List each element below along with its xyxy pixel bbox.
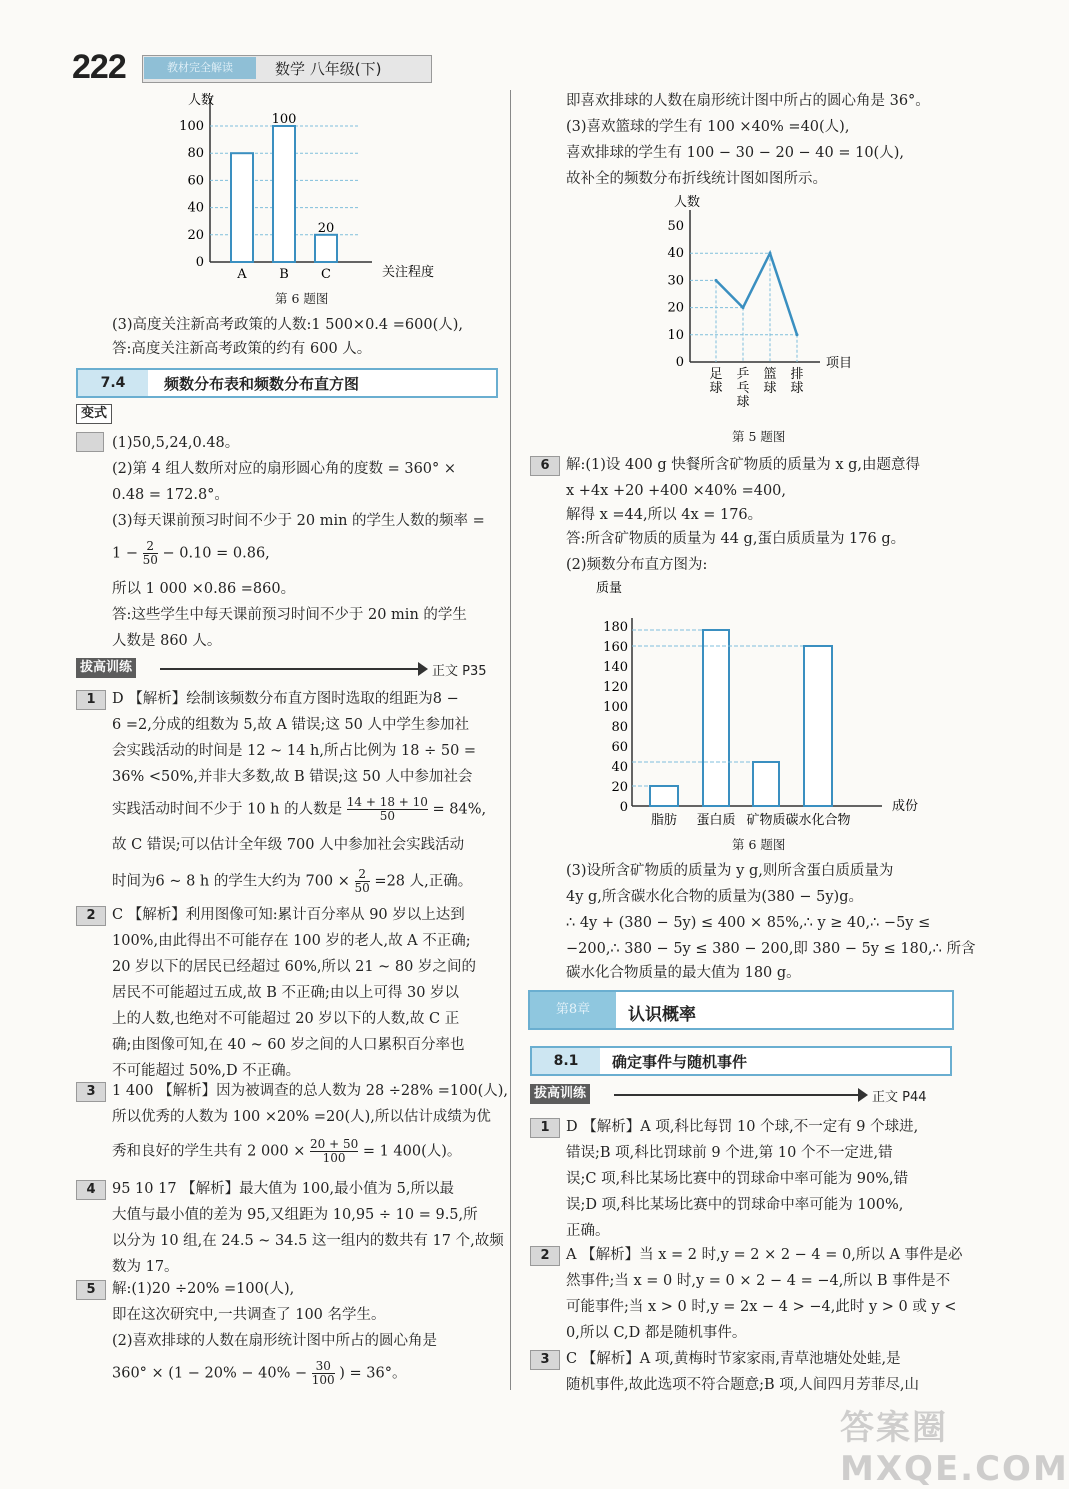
q6-l10: 碳水化合物质量的最大值为 180 g。 [566,965,801,981]
y-tick-label: 0 [675,355,684,370]
y-tick-label: 80 [187,146,204,162]
bagao-arrow-left [160,668,422,670]
bar-A [231,153,253,262]
q2-l4: 居民不可能超过五成,故 B 不正确;由以上可得 30 岁以 [112,985,460,1001]
r1-l1: D 【解析】A 项,科比每罚 10 个球,不一定有 9 个球进, [566,1119,919,1135]
q1-l4: 36% <50%,并非大多数,故 B 错误;这 50 人中参加社会 [112,769,473,785]
r1-l3: 误;C 项,科比某场比赛中的罚球命中率可能为 90%,错 [566,1171,909,1187]
bs-3a: (3)每天课前预习时间不少于 20 min 的学生人数的频率 = [112,513,485,529]
x-tick-label: C [321,267,331,282]
arrow-head-icon [418,662,428,676]
chart-attention-bar [170,88,460,310]
x-axis-label: 成份 [892,799,919,814]
y-tick-label: 0 [195,255,204,270]
x-tick-label: 矿物质 [746,813,786,828]
data-label: 20 [317,220,335,236]
y-tick-label: 10 [667,327,684,343]
q5-number: 5 [76,1280,106,1300]
section-8-1-bar [530,1046,952,1076]
x-axis-label: 关注程度 [382,265,435,280]
bagao-ref-right: 正文 P44 [872,1090,927,1105]
q1-l2: 6 =2,分成的组数为 5,故 A 错误;这 50 人中学生参加社 [112,717,470,733]
q1-l6: 故 C 错误;可以估计全年级 700 人中参加社会实践活动 [112,837,465,853]
section-7-4-number: 7.4 [78,370,148,396]
q3-l2: 所以优秀的人数为 100 ×20% =20(人),所以估计成绩为优 [112,1109,491,1125]
bianshi-marker [76,432,104,452]
x-tick-label: 足 [709,367,723,382]
q4-l2: 大值与最小值的差为 95,又组距为 10,95 ÷ 10 = 9.5,所 [112,1207,478,1223]
q6-l6: (3)设所含矿物质的质量为 y g,则所含蛋白质质量为 [566,863,894,879]
y-tick-label: 20 [611,780,628,795]
bs-2a: (2)第 4 组人数所对应的扇形圆心角的度数 = 360° × [112,461,457,477]
q6-l7: 4y g,所含碳水化合物的质量为(380 − 5y)g。 [566,889,863,905]
q5-l3: (2)喜欢排球的人数在扇形统计图中所占的圆心角是 [112,1333,438,1349]
y-tick-label: 20 [187,227,204,243]
y-tick-label: 80 [611,720,628,735]
r3-number: 3 [530,1350,560,1370]
y-axis-label: 质量 [596,581,623,596]
r-l1: 即喜欢排球的人数在扇形统计图中所占的圆心角是 36°。 [566,93,930,109]
y-tick-label: 60 [187,173,204,189]
q3-l1: 1 400 【解析】因为被调查的总人数为 28 ÷28% =100(人), [112,1083,509,1099]
q6-l1: 解:(1)设 400 g 快餐所含矿物质的质量为 x g,由题意得 [566,457,920,473]
arrow-head-icon [858,1088,868,1102]
x-tick-label: 篮 [763,367,777,382]
x-tick-label: 脂肪 [650,813,678,828]
q2-number: 2 [76,906,106,926]
q2-l2: 100%,由此得出不可能存在 100 岁的老人,故 A 不正确; [112,933,471,949]
bar-矿物质 [753,762,779,806]
q1-l3: 会实践活动的时间是 12 ~ 14 h,所占比例为 18 ÷ 50 = [112,743,477,759]
r3-l1: C 【解析】A 项,黄梅时节家家雨,青草池塘处处蛙,是 [566,1351,901,1367]
x-tick-label: 乒 [736,367,750,382]
q6-l4: 答:所含矿物质的质量为 44 g,蛋白质质量为 176 g。 [566,531,906,547]
chart1-caption: 第 6 题图 [275,291,329,306]
section-8-1-number: 8.1 [532,1048,600,1074]
q6-l9: −200,∴ 380 − 5y ≤ 380 − 200,即 380 − 5y ≤ 180,∴ 所含 [566,941,976,957]
q2-l1: C 【解析】利用图像可知:累计百分率从 90 岁以上达到 [112,907,465,923]
data-point [715,279,718,282]
y-tick-label: 40 [611,760,628,775]
bagao-tag-right: 拔高训练 [530,1084,590,1104]
bar-脂肪 [650,786,678,806]
y-axis-label: 人数 [188,93,215,108]
q6-l5: (2)频数分布直方图为: [566,557,708,573]
watermark-logo [840,1400,1069,1489]
q1-number: 1 [76,690,106,710]
y-tick-label: 140 [603,660,628,675]
data-point [796,333,799,336]
y-tick-label: 40 [667,246,684,262]
bs-3d: 答:这些学生中每天课前预习时间不少于 20 min 的学生 [112,607,467,623]
section-8-1-title: 确定事件与随机事件 [612,1053,748,1071]
x-tick-label: 球 [790,381,804,396]
y-tick-label: 160 [603,640,628,655]
bar-B [273,126,295,262]
r2-l3: 可能事件;当 x > 0 时,y = 2x − 4 > −4,此时 y > 0 或 y < [566,1299,957,1315]
header-subject: 数学 八年级(下) [275,60,382,78]
series-line [716,253,797,335]
y-tick-label: 180 [603,620,628,635]
x-tick-label: 球 [709,381,723,396]
bs-2b: 0.48 = 172.8°。 [112,487,229,503]
bar-蛋白质 [703,630,729,806]
q6-number: 6 [530,456,560,476]
y-axis-label: 人数 [674,195,701,210]
x-tick-label: A [237,267,247,282]
q4-l1: 95 10 17 【解析】最大值为 100,最小值为 5,所以最 [112,1181,455,1197]
q1-l1: D 【解析】绘制该频数分布直方图时选取的组距为8 − [112,691,459,707]
r2-number: 2 [530,1246,560,1266]
r2-l2: 然事件;当 x = 0 时,y = 0 × 2 − 4 = −4,所以 B 事件是不 [566,1273,951,1289]
q1-l5: 实践活动时间不少于 10 h 的人数是 $\frac{14 + 18 + 10}{50}$ = 84%, [112,795,487,823]
y-tick-label: 30 [667,273,684,289]
data-point [742,306,745,309]
bar-C [315,235,337,262]
r2-l1: A 【解析】当 x = 2 时,y = 2 × 2 − 4 = 0,所以 A 事件是必 [566,1247,963,1263]
bs-1: (1)50,5,24,0.48。 [112,435,240,451]
r-l2: (3)喜欢篮球的学生有 100 ×40% =40(人), [566,119,850,135]
chart-sports-line [650,190,860,422]
bagao-arrow-right [614,1094,860,1096]
r2-l4: 0,所以 C,D 都是随机事件。 [566,1325,747,1341]
q3-number: 3 [76,1082,106,1102]
q5-l4: 360° × (1 − 20% − 40% − $\frac{30}{100}$ ) = 36°。 [112,1359,407,1387]
header-badge: 教材完全解读 [144,57,256,79]
q6-l3: 解得 x =44,所以 4x = 176。 [566,507,763,523]
section-7-4-title: 频数分布表和频数分布直方图 [164,375,360,393]
q1-l7: 时间为6 ~ 8 h 的学生大约为 700 × $\frac{2}{50}$ =28 人,正确。 [112,867,473,895]
data-point [769,252,772,255]
chapter-title: 认识概率 [628,1005,696,1025]
chapter-badge: 第8章 [530,992,616,1028]
y-tick-label: 20 [667,300,684,316]
q2-l3: 20 岁以下的居民已经超过 60%,所以 21 ~ 80 岁之间的 [112,959,476,975]
y-tick-label: 60 [611,740,628,755]
y-tick-label: 100 [179,119,204,134]
r3-l2: 随机事件,故此选项不符合题意;B 项,人间四月芳菲尽,山 [566,1377,919,1393]
bs-3c: 所以 1 000 ×0.86 =860。 [112,581,296,597]
bianshi-tag: 变式 [76,404,112,424]
q4-l3: 以分为 10 组,在 24.5 ~ 34.5 这一组内的数共有 17 个,故频 [112,1233,504,1249]
bagao-ref-left: 正文 P35 [432,664,487,679]
y-tick-label: 120 [603,680,628,695]
page-number: 222 [72,48,126,86]
r1-l5: 正确。 [566,1223,610,1239]
x-tick-label: 球 [736,395,750,410]
section-7-4-bar [76,368,498,398]
q5-l1: 解:(1)20 ÷20% =100(人), [112,1281,295,1297]
q4-number: 4 [76,1180,106,1200]
data-label: 100 [271,112,297,127]
q4-l4: 数为 17。 [112,1259,179,1275]
y-tick-label: 40 [187,200,204,216]
r-l4: 故补全的频数分布折线统计图如图所示。 [566,171,827,187]
chart-nutrition-bar [590,578,930,834]
q3-l3: 秀和良好的学生共有 2 000 × $\frac{20 + 50}{100}$ = 1 400(人)。 [112,1137,462,1165]
bs-3b: 1 − $\frac{2}{50}$ − 0.10 = 0.86, [112,539,270,567]
x-tick-label: B [279,267,289,282]
chart3-caption: 第 6 题图 [732,837,786,852]
x-tick-label: 排 [790,367,804,382]
r1-l4: 误;D 项,科比某场比赛中的罚球命中率可能为 100%, [566,1197,904,1213]
x-tick-label: 乓 [736,381,750,396]
q2-l6: 确;由图像可知,在 40 ~ 60 岁之间的人口累积百分率也 [112,1037,465,1053]
x-tick-label: 碳水化合物 [785,813,851,828]
r1-l2: 错误;B 项,科比罚球前 9 个进,第 10 个不一定进,错 [566,1145,893,1161]
column-divider [510,90,511,1390]
x-tick-label: 蛋白质 [696,813,736,828]
x-axis-label: 项目 [826,356,853,371]
p3-line1: (3)高度关注新高考政策的人数:1 500×0.4 =600(人), [112,317,464,333]
q2-l5: 上的人数,也绝对不可能超过 20 岁以下的人数,故 C 正 [112,1011,460,1027]
chart2-caption: 第 5 题图 [732,429,786,444]
bagao-tag-left: 拔高训练 [76,658,136,678]
r1-number: 1 [530,1118,560,1138]
bs-3e: 人数是 860 人。 [112,633,222,649]
q6-l8: ∴ 4y + (380 − 5y) ≤ 400 × 85%,∴ y ≥ 40,∴ −5y ≤ [566,915,931,931]
bar-碳水化合物 [804,646,832,806]
q6-l2: x +4x +20 +400 ×40% =400, [566,483,787,499]
r-l3: 喜欢排球的学生有 100 − 30 − 20 − 40 = 10(人), [566,145,904,161]
q5-l2: 即在这次研究中,一共调查了 100 名学生。 [112,1307,386,1323]
p3-line2: 答:高度关注新高考政策的约有 600 人。 [112,341,372,357]
x-tick-label: 球 [763,381,777,396]
y-tick-label: 100 [603,700,628,715]
watermark-text: 答案圈 MXQE.COM [840,1408,1069,1489]
q2-l7: 不可能超过 50%,D 不正确。 [112,1063,301,1079]
y-tick-label: 0 [619,800,628,815]
y-tick-label: 50 [667,219,684,234]
